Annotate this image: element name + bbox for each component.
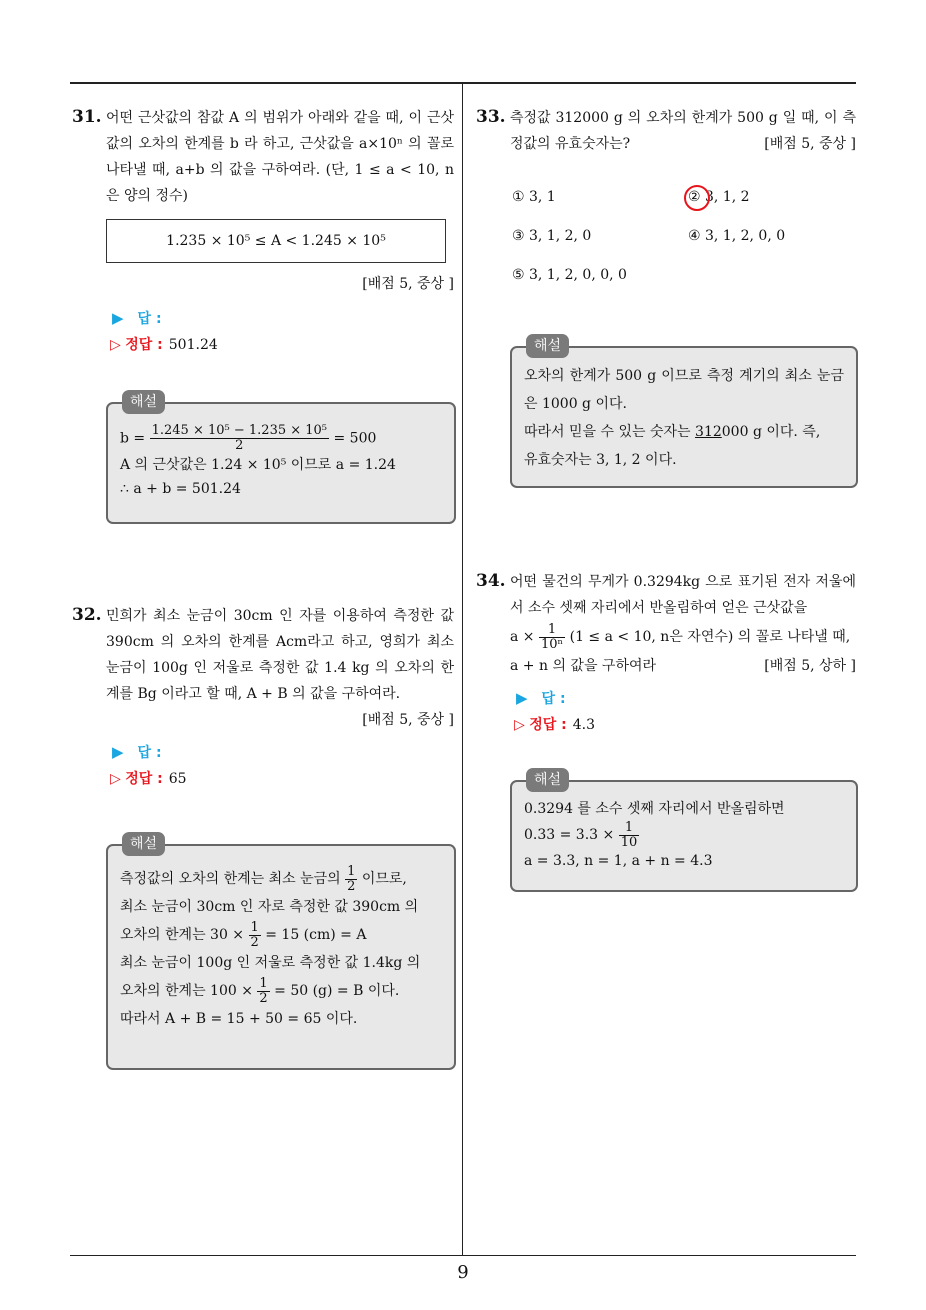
question-33 [476,104,856,157]
q31-answer-line [72,305,454,332]
q32-text: 민희가 최소 눈금이 30cm 인 자를 이용하여 측정한 값 390cm 의 오차의 한계를 Acm라고 하고, 영희가 최소 눈금이 100g 인 저울로 측정한 값 1.4 kg 의 오차의 한계를 Bg 이라고 할 때, A + B 의 값을 구하여라. [106,608,454,702]
q32-answer-label: 답 : [137,745,162,761]
q33-option-2-label: ② 3, 1, 2 [688,189,750,205]
q34-correct-label: 정답 : [529,717,567,733]
q32-sol-line1 [120,864,442,894]
q32-sol-line2: 최소 눈금이 30cm 인 자로 측정한 값 390cm 의 [120,899,419,915]
q33-meta: [배점 5, 중상 ] [764,136,856,152]
q34-meta: [배점 5, 상하 ] [764,658,856,674]
play-icon: ▶ [112,309,124,327]
outline-triangle-icon: ▷ [110,337,121,353]
q31-text-block [72,104,454,209]
q31-text: 어떤 근삿값의 참값 A 의 범위가 아래와 같을 때, 이 근삿값의 오차의 한계를 b 라 하고, 근삿값을 a×10ⁿ 의 꼴로 나타낼 때, a+b 의 값을 구하여라. (단, 1 ≤ a < 10, n 은 양의 정수) [106,110,454,204]
q32-number: 32. [72,605,102,625]
q32-sol-half3 [257,977,269,1006]
q32-solution-box [106,836,456,1070]
q32-text-block [72,602,454,707]
q34-text-line-b [476,621,856,653]
q33-option-1[interactable]: ① 3, 1 [512,189,556,205]
play-icon: ▶ [112,743,124,761]
q32-correct-line [72,766,454,792]
q31-sol-line3: ∴ a + b = 501.24 [120,481,241,497]
q34-frac-num: 1 [539,623,565,638]
q31-sol-b-result: = 500 [333,430,377,447]
q33-sol-l2u: 312 [695,424,722,440]
q31-correct-line [72,332,454,358]
q33-options [512,184,856,294]
q31-sol-line1 [120,424,442,453]
q33-sol-l2a: 따라서 믿을 수 있는 숫자는 [524,424,691,440]
q34-sol-l2a: 0.33 = 3.3 × [524,827,615,843]
q33-sol-l2b: 000 g 이다. 즉, [721,424,821,440]
q32-sol-line5 [120,976,442,1006]
q34-frac-den: 10ⁿ [540,636,564,652]
q34-sol-frac-num: 1 [619,821,640,836]
q32-sol-line4: 최소 눈금이 100g 인 저울로 측정한 값 1.4kg 의 [120,955,421,971]
q34-sol-line3: a = 3.3, n = 1, a + n = 4.3 [524,853,713,869]
q32-answer-line [72,739,454,766]
q31-range-box [106,219,446,263]
bottom-rule [70,1255,856,1256]
q34-solution-tag: 해설 [526,768,569,792]
play-icon: ▶ [516,689,528,707]
q33-number: 33. [476,107,506,127]
page-number: 9 [457,1262,469,1283]
outline-triangle-icon: ▷ [110,771,121,787]
q34-text-c: a + n 의 값을 구하여라 [510,658,657,674]
q32-sol-half [345,865,357,894]
q32-sol-l1a: 측정값의 오차의 한계는 최소 눈금의 [120,871,341,887]
q32-sol-l5a: 오차의 한계는 100 × [120,983,253,999]
question-32 [72,602,454,792]
q33-sol-line3: 유효숫자는 3, 1, 2 이다. [524,452,677,468]
q34-correct-line [476,712,856,738]
q31-meta: [배점 5, 중상 ] [362,276,454,292]
q32-meta: [배점 5, 중상 ] [362,712,454,728]
q33-sol-line1: 오차의 한계가 500 g 이므로 측정 계기의 최소 눈금은 1000 g 이다. [524,368,844,412]
q31-number: 31. [72,107,102,127]
q34-number: 34. [476,571,506,591]
q34-sol-line2 [524,820,844,850]
q32-half-den: 2 [347,878,356,894]
q33-option-3[interactable]: ③ 3, 1, 2, 0 [512,228,592,244]
q31-correct-value: 501.24 [168,337,218,353]
q33-solution-tag: 해설 [526,334,569,358]
q31-sol-fraction [150,424,329,453]
q32-half-num: 1 [347,863,356,879]
question-31 [72,104,454,358]
q32-half3-den: 2 [259,990,268,1006]
q34-sol-fraction [619,821,640,850]
q31-sol-b-prefix: b = [120,430,146,447]
q33-solution-box [510,338,858,488]
q31-sol-line2: A 의 근삿값은 1.24 × 10⁵ 이므로 a = 1.24 [120,457,396,473]
top-rule [70,82,856,84]
q32-sol-l3a: 오차의 한계는 30 × [120,927,245,943]
q32-sol-l1b: 이므로, [361,871,407,887]
q33-option-2[interactable] [688,184,750,210]
q32-half3-num: 1 [259,975,268,991]
q34-answer-line [476,685,856,712]
q32-half2-num: 1 [250,919,259,935]
outline-triangle-icon: ▷ [514,717,525,733]
q32-correct-label: 정답 : [125,771,163,787]
q31-sol-frac-num: 1.245 × 10⁵ − 1.235 × 10⁵ [151,423,328,438]
q32-sol-line6: 따라서 A + B = 15 + 50 = 65 이다. [120,1011,358,1027]
q34-sol-frac-den: 10 [620,834,638,850]
q34-answer-label: 답 : [541,691,566,707]
q34-solution-box [510,772,858,892]
q33-option-5[interactable]: ⑤ 3, 1, 2, 0, 0, 0 [512,267,627,283]
q32-half2-den: 2 [250,934,259,950]
q31-solution-box [106,394,456,524]
q34-correct-value: 4.3 [572,717,596,733]
question-34 [476,568,856,738]
q34-text-b-post: (1 ≤ a < 10, n은 자연수) 의 꼴로 나타낼 때, [569,629,851,645]
q34-text-b-pre: a × [510,629,535,645]
answer-circle-icon [684,185,710,211]
column-divider [462,84,463,1256]
q32-sol-half2 [249,921,261,950]
q34-text-block [476,568,856,621]
q32-sol-l3b: = 15 (cm) = A [265,927,367,943]
q32-solution-tag: 해설 [122,832,165,856]
q34-fraction [539,623,565,652]
q34-text-a: 어떤 물건의 무게가 0.3294kg 으로 표기된 전자 저울에서 소수 셋째 자리에서 반올림하여 얻은 근삿값을 [510,574,856,616]
q31-sol-frac-den: 2 [235,438,244,453]
q33-option-4[interactable]: ④ 3, 1, 2, 0, 0 [688,228,786,244]
q31-answer-label: 답 : [137,311,162,327]
q31-correct-label: 정답 : [125,337,163,353]
q34-text-line-c [476,653,856,679]
q31-solution-tag: 해설 [122,390,165,414]
q33-sol-line2 [524,418,844,446]
q32-sol-l5b: = 50 (g) = B 이다. [274,983,400,999]
q34-sol-line1: 0.3294 를 소수 셋째 자리에서 반올림하면 [524,801,785,817]
q33-text: 측정값 312000 g 의 오차의 한계가 500 g 일 때, 이 측정값의 유효숫자는? [510,110,856,152]
q32-correct-value: 65 [168,771,187,787]
q31-range: 1.235 × 10⁵ ≤ A < 1.245 × 10⁵ [166,233,386,249]
q32-sol-line3 [120,920,442,950]
